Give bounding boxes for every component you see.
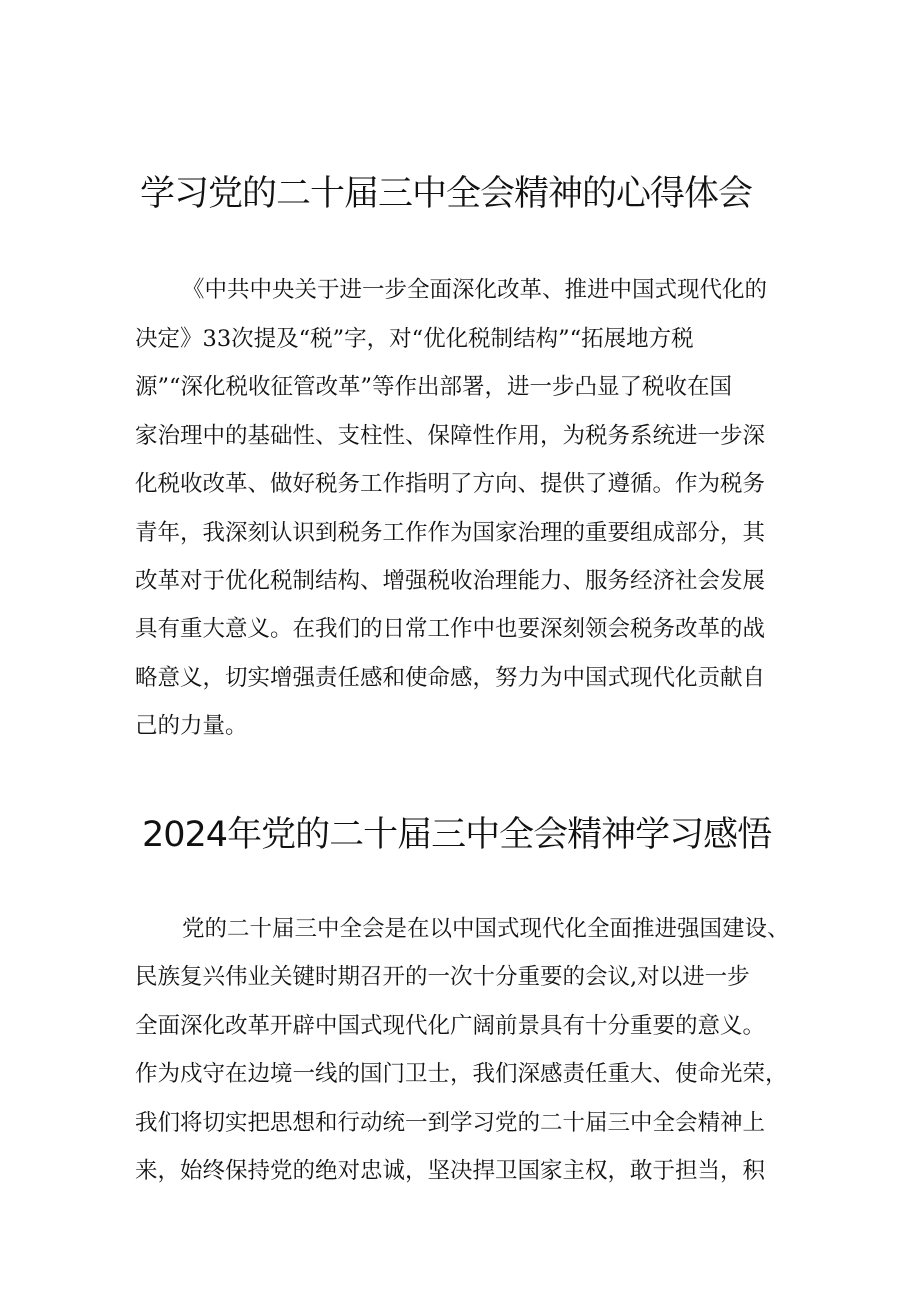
section-2-line-3: 全面深化改革开辟中国式现代化广阔前景具有十分重要的意义。: [135, 1013, 766, 1039]
section-1-line-4: 家治理中的基础性、支柱性、保障性作用，为税务系统进一步深: [135, 423, 766, 449]
section-2-line-6: 来，始终保持党的绝对忠诚，坚决捍卫国家主权，敢于担当，积: [135, 1158, 766, 1184]
section-2-line-1: 党的二十届三中全会是在以中国式现代化全面推进强国建设、: [182, 916, 790, 942]
section-2-title: 2024年党的二十届三中全会精神学习感悟: [142, 815, 772, 855]
section-2-line-5: 我们将切实把思想和行动统一到学习党的二十届三中全会精神上: [135, 1110, 766, 1136]
section-2-line-2: 民族复兴伟业关键时期召开的一次十分重要的会议,对以进一步: [135, 964, 750, 990]
section-1-line-5: 化税收改革、做好税务工作指明了方向、提供了遵循。作为税务: [135, 471, 766, 497]
section-1-line-6: 青年，我深刻认识到税务工作作为国家治理的重要组成部分，其: [135, 520, 766, 546]
section-1-line-7: 改革对于优化税制结构、增强税收治理能力、服务经济社会发展: [135, 568, 766, 594]
section-1-line-9: 略意义，切实增强责任感和使命感，努力为中国式现代化贡献自: [135, 665, 766, 691]
section-1-line-8: 具有重大意义。在我们的日常工作中也要深刻领会税务改革的战: [135, 616, 766, 642]
section-1-line-3: 源”“深化税收征管改革”等作出部署，进一步凸显了税收在国: [135, 374, 733, 400]
section-1-line-1: 《中共中央关于进一步全面深化改革、推进中国式现代化的: [182, 277, 768, 303]
section-2-line-4: 作为戍守在边境一线的国门卫士，我们深感责任重大、使命光荣，: [135, 1061, 788, 1087]
section-1-line-2: 决定》33次提及“税”字，对“优化税制结构”“拓展地方税: [135, 326, 694, 352]
section-1-line-10: 己的力量。: [135, 713, 248, 739]
section-1-title: 学习党的二十届三中全会精神的心得体会: [140, 174, 753, 214]
